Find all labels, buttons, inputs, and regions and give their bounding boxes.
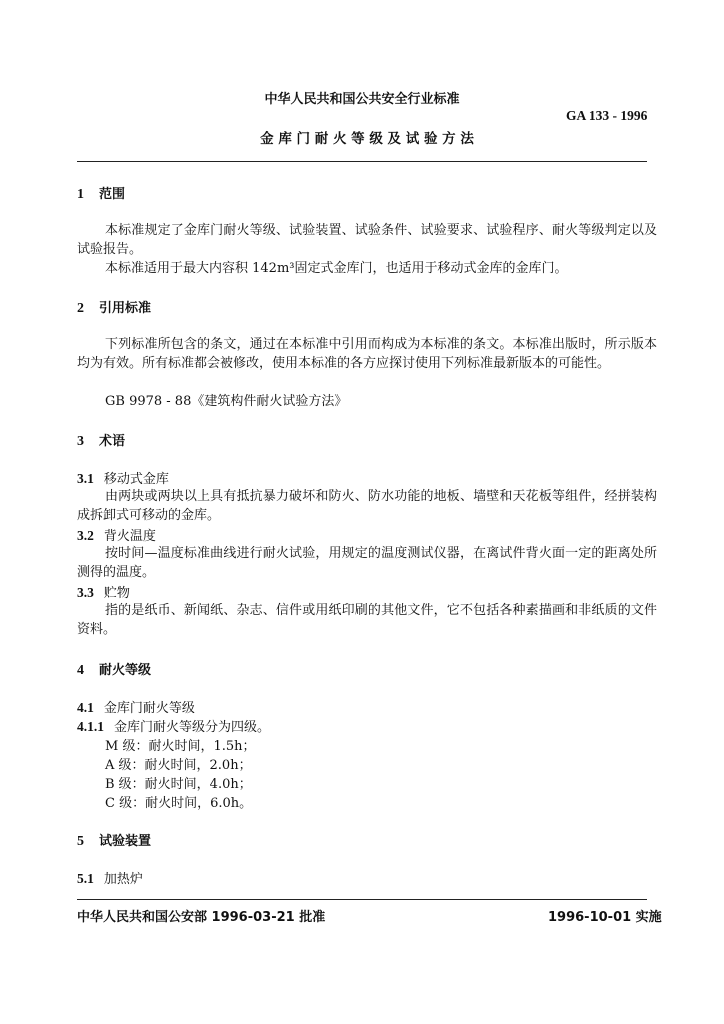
approval-line: 中华人民共和国公安部 1996-03-21 批准 — [77, 910, 326, 925]
term-title: 贮物 — [103, 586, 130, 601]
section-number: 5 — [77, 834, 84, 849]
section-title: 试验装置 — [99, 834, 152, 849]
grade-item-m: M 级：耐火时间，1.5h； — [105, 739, 256, 754]
subsection-4-1-heading — [77, 697, 195, 716]
term-3-2-heading — [77, 525, 156, 544]
section-3-heading — [77, 430, 125, 450]
section-number: 4 — [77, 663, 84, 678]
section-1-paragraph-2: 本标准适用于最大内容积 142m³固定式金库门，也适用于移动式金库的金库门。 — [105, 261, 568, 276]
subsection-5-1-heading — [77, 868, 143, 887]
section-title: 术语 — [99, 434, 126, 449]
subsection-title: 金库门耐火等级分为四级。 — [114, 720, 271, 735]
term-title: 背火温度 — [103, 529, 156, 544]
subsection-number: 5.1 — [77, 871, 94, 886]
document-title: 金 库 门 耐 火 等 级 及 试 验 方 法 — [260, 131, 474, 147]
term-3-2-definition: 按时间—温度标准曲线进行耐火试验，用规定的温度测试仪器，在离试件背火面一定的距离处所测得的温度。 — [77, 546, 657, 580]
term-3-1-definition: 由两块或两块以上具有抵抗暴力破坏和防火、防水功能的地板、墙壁和天花板等组件，经拼装构成拆卸式可移动的金库。 — [77, 489, 657, 523]
subsection-number: 4.1.1 — [77, 719, 104, 734]
term-3-3-heading — [77, 582, 130, 601]
section-number: 1 — [77, 187, 84, 202]
footer-rule — [77, 899, 647, 900]
section-title: 耐火等级 — [99, 663, 152, 678]
term-number: 3.2 — [77, 528, 94, 543]
subsection-title: 金库门耐火等级 — [103, 701, 195, 716]
section-number: 2 — [77, 301, 84, 316]
section-5-heading — [77, 830, 151, 850]
section-2-heading — [77, 297, 151, 317]
grade-item-c: C 级：耐火时间，6.0h。 — [105, 796, 253, 811]
term-3-3-definition: 指的是纸币、新闻纸、杂志、信件或用纸印刷的其他文件，它不包括各种素描画和非纸质的文件资料。 — [77, 603, 657, 637]
subsection-number: 4.1 — [77, 700, 94, 715]
subsection-title: 加热炉 — [103, 872, 143, 887]
subsection-4-1-1-heading — [77, 716, 270, 735]
header-rule — [77, 161, 647, 162]
section-2-reference: GB 9978 - 88《建筑构件耐火试验方法》 — [105, 394, 348, 409]
section-4-heading — [77, 659, 151, 679]
section-title: 范围 — [99, 187, 126, 202]
section-title: 引用标准 — [99, 301, 152, 316]
section-1-paragraph-1: 本标准规定了金库门耐火等级、试验装置、试验条件、试验要求、试验程序、耐火等级判定以及试验报告。 — [77, 223, 657, 257]
term-title: 移动式金库 — [103, 472, 169, 487]
grade-item-a: A 级：耐火时间，2.0h； — [105, 758, 252, 773]
section-1-heading — [77, 183, 125, 203]
effective-date: 1996-10-01 实施 — [548, 910, 662, 925]
org-title: 中华人民共和国公共安全行业标准 — [264, 92, 460, 107]
standard-code: GA 133 - 1996 — [566, 108, 648, 123]
term-3-1-heading — [77, 468, 169, 487]
section-number: 3 — [77, 434, 84, 449]
grade-item-b: B 级：耐火时间，4.0h； — [105, 777, 252, 792]
section-2-paragraph: 下列标准所包含的条文，通过在本标准中引用而构成为本标准的条文。本标准出版时，所示版本均为有效。所有标准都会被修改，使用本标准的各方应探讨使用下列标准最新版本的可能性。 — [77, 337, 657, 371]
term-number: 3.3 — [77, 585, 94, 600]
term-number: 3.1 — [77, 471, 94, 486]
